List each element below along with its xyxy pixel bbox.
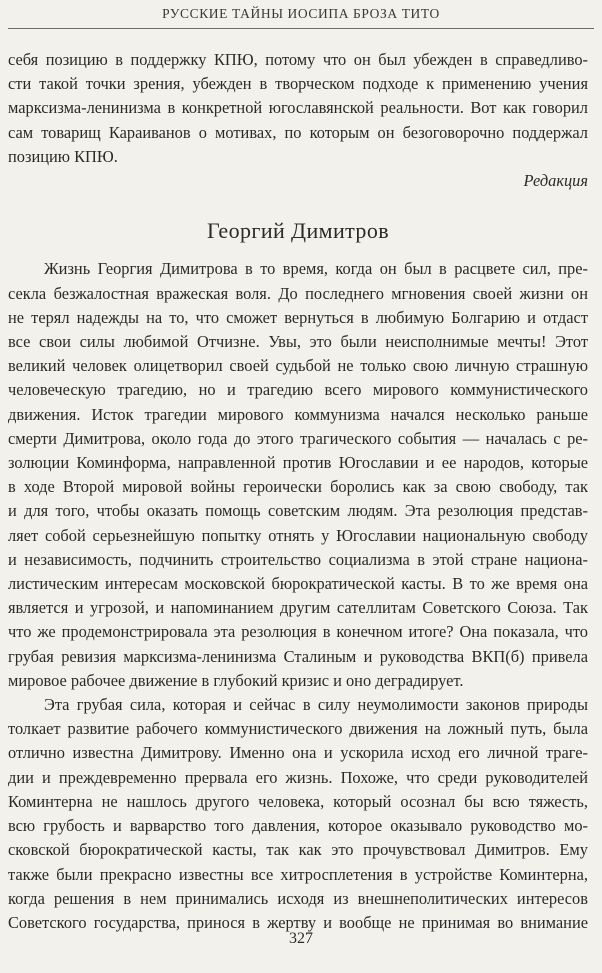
text-line: секла безжалостная вражеская воля. До последнего мгновения своей жизни он <box>8 283 588 303</box>
section-paragraph-2 <box>8 693 588 935</box>
text-line: позицию КПЮ. <box>8 146 118 166</box>
text-line: толкает развитие рабочего коммунистического движения на ложный путь, была <box>8 719 588 739</box>
text-line: Эта грубая сила, которая и сейчас в силу неумолимости законов природы <box>44 695 588 715</box>
text-line: когда решения в нем принимались исходя из внешнеполитических интересов <box>8 888 588 908</box>
body-text <box>8 48 588 935</box>
text-line: Жизнь Георгия Димитрова в то время, когда он был в расцвете сил, пре- <box>44 259 588 279</box>
text-line: ляет собой серьезнейшую попытку отнять у Югославии национальную свободу <box>8 525 588 545</box>
text-line: смерти Димитрова, около года до этого трагического события — началась с ре- <box>8 428 588 448</box>
text-line: что же продемонстрировала эта резолюция в конечном итоге? Она показала, что <box>8 622 588 642</box>
section-title: Георгий Димитров <box>206 218 390 244</box>
text-line: Коминтерна не нашлось другого человека, который осознал бы всю тяжесть, <box>8 791 588 811</box>
text-line: сковской бюрократической касты, так как это прочувствовал Димитров. Ему <box>8 840 588 860</box>
text-line: сам товарищ Караиванов о мотивах, по которым он безоговорочно поддержал <box>8 122 588 142</box>
text-line: себя позицию в поддержку КПЮ, потому что он был убежден в справедливо- <box>8 50 588 69</box>
text-line: листическим интересам московской бюрократической касты. В то же время она <box>8 574 588 594</box>
text-line: всю грубость и варварство того давления, которое оказывало руководство мо- <box>8 816 588 836</box>
text-line: Советского государства, принося в жертву и вообще не принимая во внимание <box>8 912 588 932</box>
text-line: и для того, чтобы оказать помощь советским людям. Эта резолюция представ- <box>8 501 588 521</box>
text-line: человеческую трагедию, но и трагедию всего мирового коммунистического <box>8 380 588 400</box>
text-line: великий человек олицетворил своей судьбой не только свою личную страшную <box>8 356 588 376</box>
text-line: является и угрозой, и напоминанием другим сателлитам Советского Союза. Так <box>8 598 588 618</box>
text-line: отлично известна Димитрову. Именно она и ускорила исход его личной траге- <box>8 743 588 763</box>
section-paragraph-1 <box>8 257 588 693</box>
text-line: и независимость, подчинить строительство социализма в этой стране национа- <box>8 549 588 569</box>
text-line: в ходе Второй мировой войны героически боролись как за свою свободу, так <box>8 477 588 497</box>
text-line: сти такой точки зрения, убежден в творческом подходе к применению учения <box>8 74 588 94</box>
running-header: РУССКИЕ ТАЙНЫ ИОСИПА БРОЗА ТИТО <box>162 6 440 21</box>
intro-paragraph <box>8 48 588 169</box>
page-number: 327 <box>289 930 313 947</box>
text-line: мировое рабочее движение в глубокий кризис и оно деградирует. <box>8 670 464 690</box>
text-line: грубая ревизия марксизма-ленинизма Сталиным и руководства ВКП(б) привела <box>8 646 588 666</box>
header-rule <box>8 28 594 29</box>
editorial-signature: Редакция <box>523 171 588 191</box>
text-line: дии и преждевременно прервала его жизнь. Похоже, что среди руководителей <box>8 767 588 787</box>
text-line: все свои силы любимой Отчизне. Увы, это были неисполнимые мечты! Этот <box>8 332 588 352</box>
text-line: также были прекрасно известны все хитросплетения в устройстве Коминтерна, <box>8 864 588 884</box>
text-line: марксизма-ленинизма в конкретной югославянской реальности. Вот как говорил <box>8 98 588 118</box>
text-line: движения. Исток трагедии мирового коммунизма начался несколько раньше <box>8 404 588 424</box>
text-line: золюции Коминформа, направленной против Югославии и ее народов, которые <box>8 453 588 473</box>
text-line: не терял надежды на то, что сможет вернуться в любимую Болгарию и отдаст <box>8 307 588 327</box>
